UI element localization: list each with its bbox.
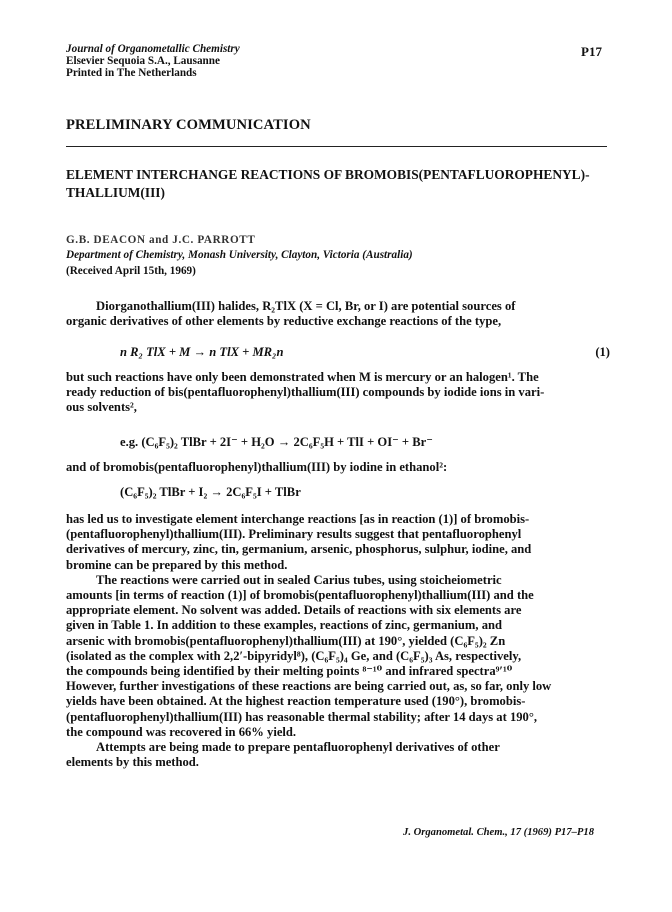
paragraph-2-line-2: ready reduction of bis(pentafluorophenyl)thallium(III) compounds by iodide ions in vari-	[66, 385, 545, 400]
paragraph-4-line: has led us to investigate element interchange reactions [as in reaction (1)] of bromobis-	[66, 512, 530, 526]
printed-line: Printed in The Netherlands	[66, 67, 197, 79]
paragraph-6-line: Attempts are being made to prepare pentafluorophenyl derivatives of other	[96, 740, 500, 755]
equation-1-number: (1)	[595, 345, 610, 359]
equation-1: n R₂ TlX + M → n TlX + MR₂n	[120, 345, 284, 359]
received-date: (Received April 15th, 1969)	[66, 265, 196, 277]
article-title-line-1: ELEMENT INTERCHANGE REACTIONS OF BROMOBIS(PENTAFLUOROPHENYL)-	[66, 167, 590, 182]
paragraph-5-line: amounts [in terms of reaction (1)] of bromobis(pentafluorophenyl)thallium(III) and the	[66, 588, 534, 603]
paragraph-2-line-1: but such reactions have only been demonstrated when M is mercury or an halogen¹. The	[66, 370, 539, 384]
journal-header	[66, 43, 240, 79]
paragraph-3-line-1: and of bromobis(pentafluorophenyl)thallium(III) by iodine in ethanol²:	[66, 460, 448, 474]
equation-3: (C₆F₅)₂ TlBr + I₂ → 2C₆F₅I + TlBr	[120, 485, 301, 499]
page-number: P17	[581, 44, 602, 59]
paragraph-5-line: The reactions were carried out in sealed Carius tubes, using stoicheiometric	[96, 572, 502, 587]
paragraph-4-line: (pentafluorophenyl)thallium(III). Preliminary results suggest that pentafluorophenyl	[66, 527, 522, 542]
paragraph-2-line-3: ous solvents²,	[66, 400, 137, 415]
paragraph-5-line: given in Table 1. In addition to these examples, reactions of zinc, germanium, and	[66, 618, 503, 633]
paragraph-2	[66, 370, 611, 416]
section-rule	[66, 146, 607, 147]
paragraph-1	[66, 299, 611, 329]
paragraph-5-line: However, further investigations of these reactions are being carried out, as, so far, only low	[66, 679, 552, 694]
authors: G.B. DEACON and J.C. PARROTT	[66, 234, 256, 246]
paragraph-5-line: yields have been obtained. At the highest reaction temperature used (190°), bromobis-	[66, 694, 526, 709]
paragraph-4-line: derivatives of mercury, zinc, tin, germanium, arsenic, phosphorus, sulphur, iodine, and	[66, 542, 532, 557]
paragraph-1-line-1: Diorganothallium(III) halides, R₂TlX (X = Cl, Br, or I) are potential sources of	[96, 299, 516, 313]
publisher-line: Elsevier Sequoia S.A., Lausanne	[66, 55, 220, 67]
paragraph-5-line: the compounds being identified by their melting points ⁸⁻¹⁰ and infrared spectra⁹ʹ¹⁰	[66, 664, 513, 679]
article-title	[66, 166, 590, 202]
journal-title: Journal of Organometallic Chemistry	[66, 43, 240, 55]
paragraph-5-line: appropriate element. No solvent was added. Details of reactions with six elements are	[66, 603, 522, 618]
footer-citation: J. Organometal. Chem., 17 (1969) P17–P18	[403, 827, 594, 838]
paragraph-5-line: the compound was recovered in 66% yield.	[66, 724, 297, 739]
paragraph-5-line: (pentafluorophenyl)thallium(III) has reasonable thermal stability; after 14 days at 190°,	[66, 709, 538, 724]
article-title-line-2: THALLIUM(III)	[66, 185, 165, 200]
paragraph-4-line: bromine can be prepared by this method.	[66, 557, 288, 572]
department: Department of Chemistry, Monash University, Clayton, Victoria (Australia)	[66, 249, 413, 261]
paragraph-4-block	[66, 512, 611, 770]
paragraph-5-line: arsenic with bromobis(pentafluorophenyl)thallium(III) at 190°, yielded (C₆F₅)₂ Zn	[66, 633, 506, 648]
paragraph-5-line: (isolated as the complex with 2,2′-bipyridyl⁸), (C₆F₅)₄ Ge, and (C₆F₅)₃ As, respectively,	[66, 648, 522, 663]
equation-2: e.g. (C₆F₅)₂ TlBr + 2I⁻ + H₂O → 2C₆F₅H + TlI + OI⁻ + Br⁻	[120, 435, 433, 449]
paragraph-1-line-2: organic derivatives of other elements by reductive exchange reactions of the type,	[66, 314, 502, 329]
paragraph-3	[66, 460, 611, 475]
section-heading: PRELIMINARY COMMUNICATION	[66, 117, 311, 133]
paragraph-6-line: elements by this method.	[66, 755, 199, 770]
